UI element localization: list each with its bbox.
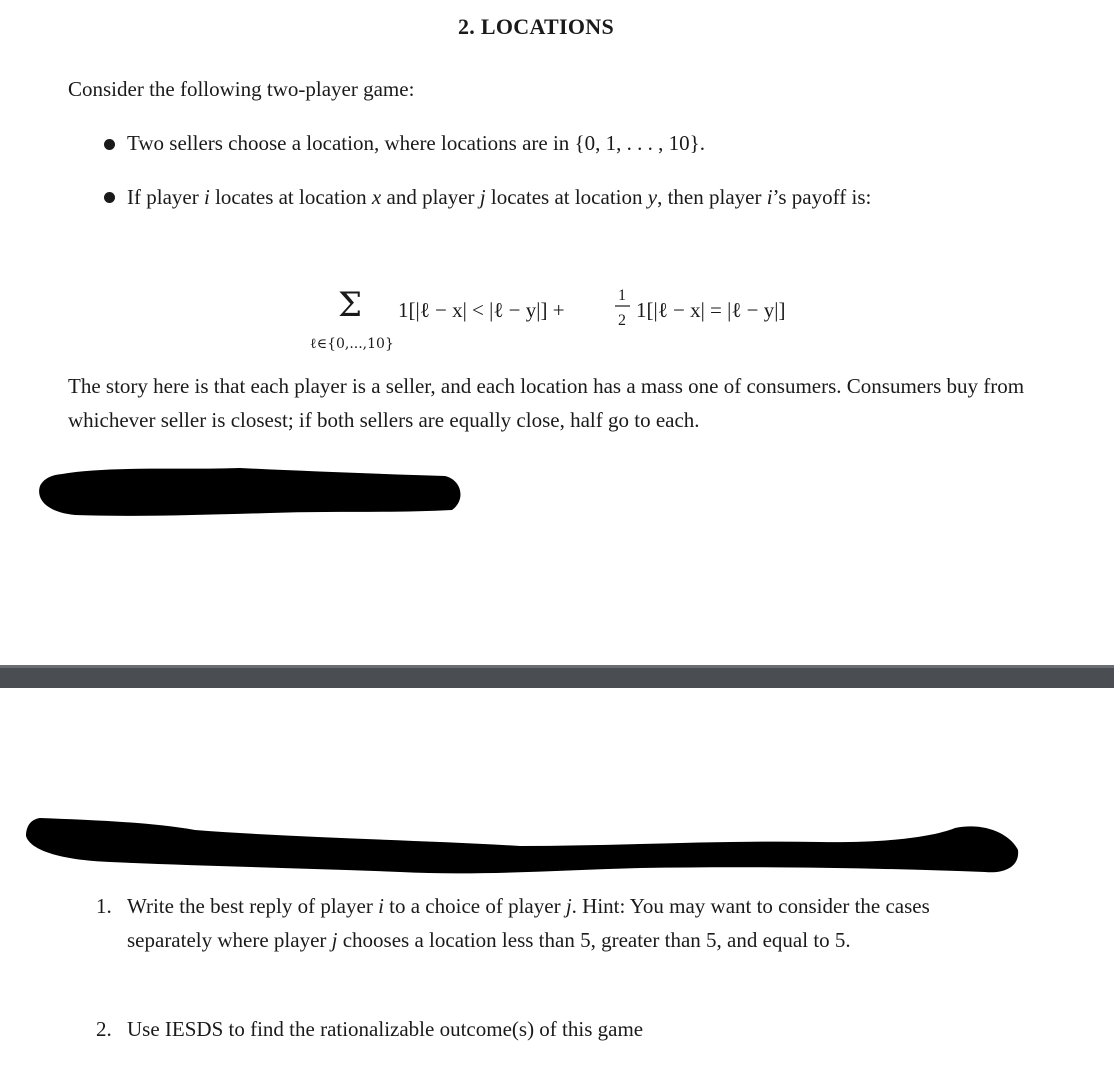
question-2-number: 2. (96, 1017, 112, 1041)
story-paragraph: The story here is that each player is a seller, and each location has a mass one of consumers. Consumers buy from whichever seller is closest; if both sellers are equally close, half go to each. (68, 374, 1025, 432)
redaction-mark-1 (39, 468, 460, 516)
question-1-text: Write the best reply of player i to a choice of player j. Hint: You may want to consider the cases separately where player j chooses a location less than 5, greater than 5, and equal to 5. (127, 894, 930, 952)
fraction-denominator: 2 (618, 312, 626, 329)
question-1-number: 1. (96, 894, 112, 918)
indicator-term-less: 1[|ℓ − x| < |ℓ − y|] + (398, 298, 565, 322)
sum-symbol: Σ (338, 285, 363, 325)
page-divider-bar (0, 665, 1114, 688)
bullet-item-locations: Two sellers choose a location, where locations are in {0, 1, . . . , 10}. (127, 131, 705, 155)
location-set-math: {0, 1, . . . , 10} (574, 131, 700, 155)
redaction-mark-2 (26, 818, 1018, 873)
fraction-numerator: 1 (618, 287, 626, 304)
section-heading: 2. LOCATIONS (458, 14, 614, 39)
intro-paragraph: Consider the following two-player game: (68, 77, 415, 101)
sum-subscript: ℓ∈{0,...,10} (310, 336, 394, 352)
indicator-term-equal: 1[|ℓ − x| = |ℓ − y|] (636, 298, 786, 322)
question-2-text: Use IESDS to find the rationalizable outcome(s) of this game (127, 1017, 644, 1041)
bullet-item-payoff: If player i locates at location x and player j locates at location y, then player i’s payoff is: (127, 185, 872, 209)
page-divider-highlight (0, 665, 1114, 668)
